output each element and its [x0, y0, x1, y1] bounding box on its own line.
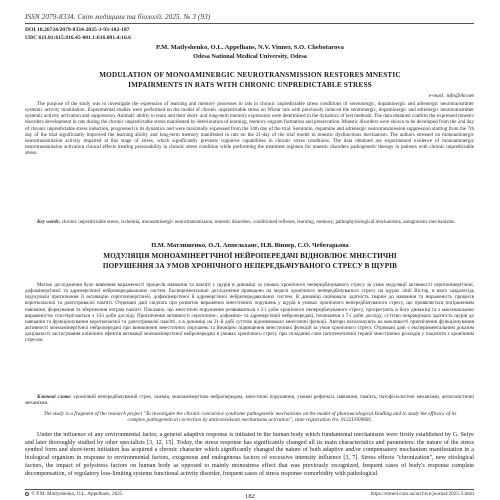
title-en-line-2: IMPAIRMENTS IN RATS WITH CHRONIC UNPREDICTABLE STRESS	[128, 81, 372, 89]
udc-line: UDC 611.81:615.816.45-001.1:616.001.4:16.6	[25, 35, 131, 41]
keywords-text: chronic unpredictable stress, ischemia, monoaminergic neurotransmission, mnestic disorders, conditioned reflexes, learning, memory, pathophysiological mechanisms, antagonistic mechanisms.	[61, 219, 456, 225]
title-ua-line-1: МОДУЛЯЦІЯ МОНОАМІНЕРГІЧНОЇ НЕЙРОПЕРЕДАЧІ ВІДНОВЛЮЄ МНЕСТИЧНІ	[103, 252, 397, 260]
page-number: 182	[245, 493, 255, 500]
abstract-english: The purpose of the study was to investigate the expression of learning and memory processes in rats in chronic unpredictable stress conditions of serotonergic, dopaminergic and adrenergic neurotransmitter systemic activity modulation. Experimental studies were performed on the model of chronic unpredictable stress on Wistar rats with previously induced the serotonergic, dopaminergic and adrenergic neurotransmitter systemic activity activation and suppression. Animals' ability to learn and their short- and long-term memory expression were determined in the dynamics of test methods. The data obtained confirm the expressed mnestic disorders development in rats during the chronic unpredictable stress manifested by deterioration of learning, memory engram formation and preservation. Mnestic disorders were shown to be developed from the 2nd day of chronic unpredictable stress induction, progressed in its dynamics and were maximally expressed from the 14th day of the trial. Serotonin, dopamine and adrenergic neurotransmission suppression starting from the 7th day of the trial significantly improved the learning ability and long-term memory manifested in rats on the 21-day of the trial model in mnestic dysfunctions mechanism. The authors stressed on monoaminergic neurotransmission activity impaired at this stage of stress, which significantly prevents cognitive capabilities in chronic stress conditions. The data obtained are experimental evidence of monoaminergic neurotransmission activation clinical effects treating personability in chronic stress condition while preforming the treatment regimen for mnestic disorders pathogenetic therapy in patients with chronic unpredictable stress.	[25, 101, 474, 157]
keywords-label-ua: Ключові слова:	[37, 394, 72, 400]
keywords-text-ua: хронічний непередбачуваний стрес, ішемія, моноамінергічна нейропередача, мнестичні порушення, умовні рефлекси, навчання, пам'ять, патофізіологічні механізми, антагоністичні механізми.	[25, 394, 474, 407]
authors-english: P.M. Matlyshenko, O.L. Appelhans, N.V. Vinner, S.O. Chebotarova	[156, 44, 344, 51]
keywords-english	[25, 219, 474, 225]
introduction-paragraph: Under the influence of any environmental factor, a general adaptive response is initiated in the human body which fundamental mechanisms were firstly established by G. Selye and later thoroughly studied by other specialists [3, 12, 15]. Today, the stress response has significantly changed all its main characteristics and parameters: the nature of the stress symbol form and short-term initiation has acquired a chronic character which significantly changed the nature of both adaptive and/or compensatory mechanism manifestation in a biological organism in response to environmental factors, exogenous and endogenous factors of excessive intensity influence [3, 7]. Stress effects "chronization", new etiological factors, the impact of polystress factors on human body as opposed to mainly monostress effect that was previously recognized, frequent cases of body's response complete decompensation, of regulatory loss-limiting systems functional activity disorder, frequent cases of stress response comorbidity with pathological	[25, 432, 474, 477]
article-title-english	[40, 70, 460, 90]
footer-url[interactable]: https://elmed.com.ua/archive/journal/2025-3.html	[370, 491, 474, 497]
title-en-line-1: MODULATION OF MONOAMINERGIC NEUROTRANSMISSION RESTORES MNESTIC	[99, 71, 401, 79]
article-title-ukrainian	[40, 252, 460, 272]
contact-email[interactable]: e-mail: info@ikr.net	[428, 93, 474, 99]
abstract-ukrainian: Метою дослідження було вивчення вираженості процесів навчання та пам'яті у щурів в динаміці за умовах хронічного непередбачуваного стресу за умов модуляції активності серотонінергічної, дофамінергічної та адренергічної нейропередавальних систем. Експериментальні дослідження проведено на моделі хронічного непередбачуваного стресу на щурах лінії Вістар, в яких заздалегідь індукували пригнічення й активацію серотонінергічної, дофамінергічної й адренергічної нейропередавальних систем. В динаміці оцінювали здатність тварин до навчання та вираженість процесів короткочасної та довготривалої пам'яті. Отримані дані свідчать про розвиток виражених мнестичних порушень у щурів в умовах хронічного непередбачуваного стресу, що проявляється погіршенням навчання, формування та збереження енграм пам'яті. Показано, що мнестичні порушення розвиваються з 2-ї доби хронічного непередбачуваного стресу, прогресують в його динаміці та з максимальною вираженістю спостерігаються з 14-ї доби досліду. Пригнічення активності серотоніно-, дофаміно- та адренергічної нейропередачі, починаючи з 7-ї доби досліду, суттєво покращувало здатність щурів до навчання та функціонування короткочасної та довготривалої пам'яті, а в динаміці на 21-й добі суттєво відновлювало мнестичні функції. Автори наголошують на важливості пригнічення функціонування активності моноамінергічної нейропередачі при виникненні мнестичних порушень та ймовірно підвищення мнестичних функцій за умов хронічного стресу. Отримані дані є експериментальним доказом доцільності застосування клінічних ефектів активації моноамінергічної нейропередачі в умовах хронічного стресу при складанні схем патогенетичної терапії мнестичних розладів у пацієнтів з хронічним стресом.	[25, 282, 474, 344]
journal-header: ISSN 2079-8334. Світ медицини та біології. 2025. № 3 (93)	[25, 13, 211, 21]
title-ua-line-2: ПОРУШЕННЯ ЗА УМОВ ХРОНІЧНОГО НЕПЕРЕДБАЧУВАНОГО СТРЕСУ В ЩУРІВ	[102, 261, 398, 270]
funding-note: The study is a fragment of the research project "To investigate the chronic convulsive syndrome pathogenetic mechanisms on the model of pharmacological kindling and to study the efficacy of its complex pathogenetical correction by anticonvulsant mechanisms activation", state registration No. 0122U000681.	[43, 411, 457, 424]
authors-ukrainian: П.М. Матлишенко, О.Л. Аппельханс, Н.В. Віннер, С.О. Чеботарьова	[151, 242, 349, 249]
keywords-ukrainian	[25, 394, 474, 406]
doi-line[interactable]: DOI 10.26724/2079-8334-2025-3-93-182-187	[25, 27, 130, 33]
affiliation: Odesa National Medical University, Odesa	[193, 53, 307, 60]
footer-divider	[25, 489, 474, 490]
footer-copyright-text: © P.M. Matlyshenko, O.L. Appelhans, 2025	[31, 491, 123, 497]
keywords-label: Key words:	[37, 219, 61, 225]
header-divider	[25, 23, 474, 24]
